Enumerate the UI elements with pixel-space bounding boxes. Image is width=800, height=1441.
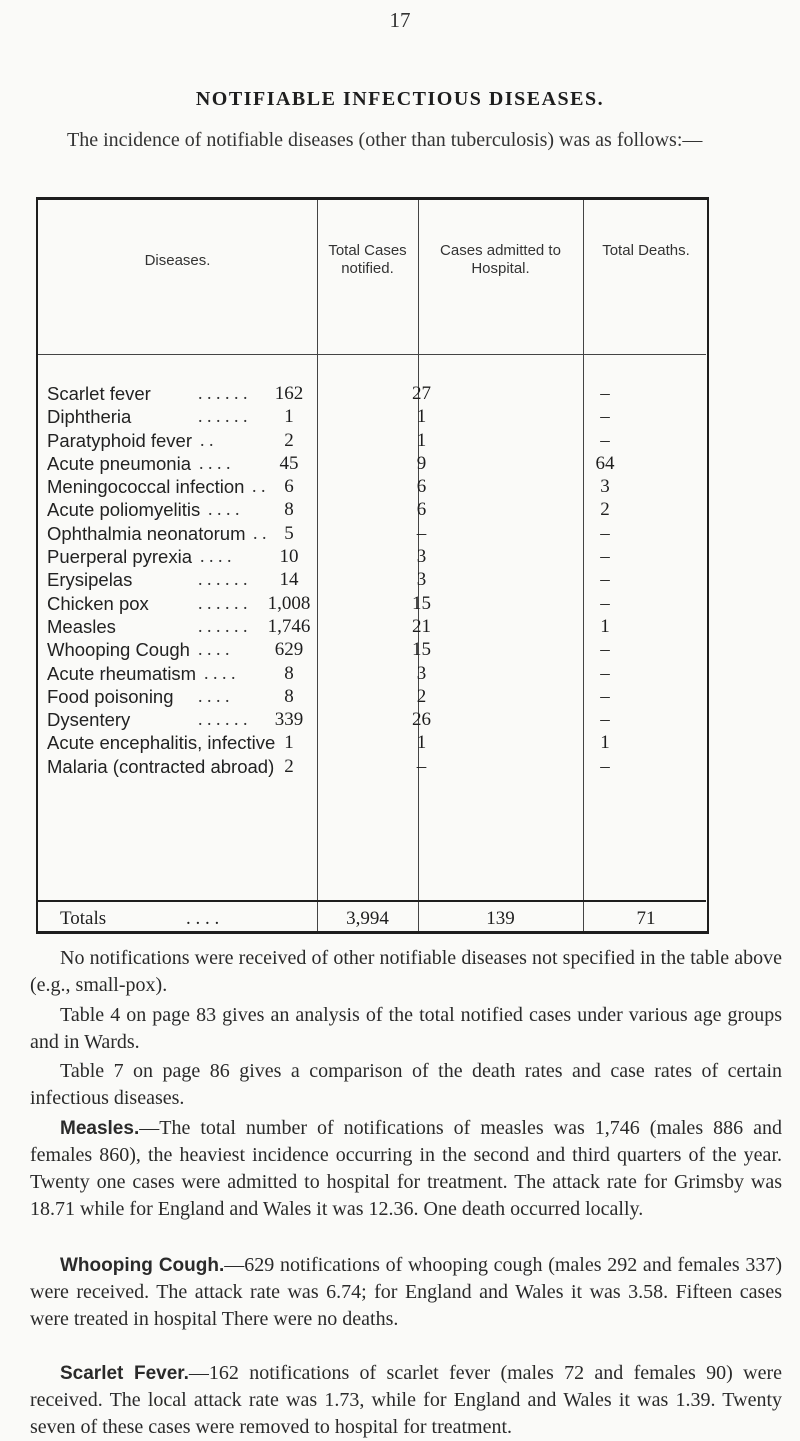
cell-total-notified: 14 [279, 569, 299, 591]
leader-dots: . . [200, 429, 214, 450]
cell-admitted-hospital: 3 [416, 546, 427, 568]
leader-dots: . . . . [204, 662, 236, 683]
table-row [38, 405, 707, 428]
totals-deaths: 71 [636, 908, 656, 929]
paragraph-other-notifications: No notifications were received of other notifiable diseases not specified in the table above (e.g., small-pox). [30, 947, 782, 996]
cell-admitted-hospital: – [416, 755, 427, 777]
totals-admitted: 139 [486, 908, 515, 929]
disease-name: Whooping Cough [47, 639, 190, 661]
paragraph-whooping-cough [30, 1252, 782, 1333]
table-row [38, 568, 707, 591]
leader-dots: . . . . . . [198, 592, 248, 613]
cell-total-notified: 45 [279, 452, 299, 474]
cell-total-notified: 1,746 [267, 615, 311, 637]
cell-total-notified: 8 [284, 685, 294, 707]
totals-leader-dots: . . . . [186, 908, 220, 929]
cell-total-deaths: 1 [600, 615, 610, 637]
page-title: NOTIFIABLE INFECTIOUS DISEASES. [195, 88, 605, 110]
cell-admitted-hospital: 1 [416, 732, 427, 754]
cell-total-deaths: – [600, 592, 610, 614]
header-total-notified: Total Cases notified. [328, 242, 407, 277]
header-total-deaths: Total Deaths. [602, 242, 690, 259]
disease-name: Puerperal pyrexia [47, 546, 192, 568]
table-row [38, 685, 707, 708]
cell-total-deaths: – [600, 383, 610, 404]
disease-name: Erysipelas [47, 569, 133, 591]
table-row [38, 638, 707, 661]
cell-total-notified: 1 [284, 732, 294, 754]
cell-total-deaths: – [600, 546, 610, 568]
cell-total-deaths: – [600, 429, 610, 451]
table-row [38, 429, 707, 452]
cell-admitted-hospital: – [416, 522, 427, 544]
cell-admitted-hospital: 2 [416, 685, 427, 707]
cell-total-notified: 1,008 [267, 592, 311, 614]
cell-total-deaths: – [600, 709, 610, 731]
disease-name: Acute poliomyelitis [47, 499, 201, 521]
disease-name: Diphtheria [47, 406, 132, 428]
cell-total-notified: 5 [284, 522, 294, 544]
diseases-table [36, 197, 709, 934]
totals-label: Totals [60, 908, 107, 929]
totals-divider [38, 900, 706, 902]
cell-total-notified: 6 [284, 476, 294, 498]
intro-paragraph: The incidence of notifiable diseases (other than tuberculosis) was as follows:— [67, 129, 703, 151]
leader-dots: . . . . . . [198, 569, 248, 590]
cell-total-deaths: – [600, 639, 610, 661]
table-row [38, 731, 707, 754]
cell-admitted-hospital: 6 [416, 499, 427, 521]
disease-name: Meningococcal infection [47, 476, 245, 498]
header-divider [38, 354, 706, 355]
disease-name: Malaria (contracted abroad) [47, 755, 275, 777]
cell-total-deaths: – [600, 662, 610, 684]
table-row [38, 382, 707, 405]
disease-name: Measles [47, 615, 116, 637]
measles-heading: Measles. [60, 1118, 140, 1139]
leader-dots: . . [252, 476, 266, 497]
disease-name: Ophthalmia neonatorum [47, 522, 246, 544]
leader-dots: . . . . [198, 685, 230, 706]
whooping-cough-text: —629 notifications of whooping cough (males 292 and females 337) were received. The attack rate was 6.74; for England and Wales it was 3.58. Fifteen cases were treated in hospital There were no deaths. [30, 1254, 782, 1330]
header-diseases: Diseases. [144, 252, 211, 269]
table-row [38, 708, 707, 731]
cell-total-notified: 8 [284, 662, 294, 684]
cell-total-deaths: – [600, 755, 610, 777]
disease-name: Paratyphoid fever [47, 429, 193, 451]
header-admitted-hospital: Cases admitted to Hospital. [440, 242, 561, 277]
disease-name: Acute encephalitis, infective [47, 732, 276, 754]
page-number: 17 [389, 8, 411, 32]
cell-admitted-hospital: 6 [416, 476, 427, 498]
cell-total-notified: 8 [284, 499, 294, 521]
cell-total-notified: 629 [274, 639, 304, 661]
cell-admitted-hospital: 26 [412, 709, 431, 731]
scarlet-fever-heading: Scarlet Fever. [60, 1363, 189, 1384]
cell-total-deaths: – [600, 522, 610, 544]
table-row [38, 755, 707, 778]
cell-total-notified: 2 [284, 429, 294, 451]
cell-total-notified: 2 [284, 755, 294, 777]
disease-name: Chicken pox [47, 592, 149, 614]
cell-total-notified: 10 [279, 546, 299, 568]
cell-total-notified: 339 [274, 709, 304, 731]
scarlet-fever-text: —162 notifications of scarlet fever (males 72 and females 90) were received. The local attack rate was 1.73, while for England and Wales it was 1.39. Twenty seven of these cases were removed to hospital for treatment. [30, 1362, 782, 1438]
table-row [38, 592, 707, 615]
leader-dots: . . [253, 522, 267, 543]
paragraph-measles [30, 1115, 782, 1223]
disease-name: Scarlet fever [47, 383, 151, 404]
leader-dots: . . . . [208, 499, 240, 520]
table-row [38, 615, 707, 638]
cell-total-deaths: 64 [595, 452, 615, 474]
paragraph-table-7: Table 7 on page 86 gives a comparison of the death rates and case rates of certain infectious diseases. [30, 1060, 782, 1109]
leader-dots: . . . . [200, 546, 232, 567]
leader-dots: . . . . . . [198, 406, 248, 427]
totals-notified: 3,994 [346, 908, 389, 929]
table-row [38, 498, 707, 521]
cell-total-deaths: 2 [600, 499, 610, 521]
paragraph-scarlet-fever [30, 1360, 782, 1441]
leader-dots: . . . . . . [198, 383, 248, 403]
table-row [38, 662, 707, 685]
cell-admitted-hospital: 9 [416, 452, 427, 474]
cell-total-deaths: 1 [600, 732, 610, 754]
totals-row [38, 904, 707, 934]
cell-total-deaths: – [600, 406, 610, 428]
disease-name: Dysentery [47, 709, 131, 731]
cell-admitted-hospital: 15 [412, 639, 431, 661]
cell-total-deaths: – [600, 569, 610, 591]
measles-text: —The total number of notifications of measles was 1,746 (males 886 and females 860), the heaviest incidence occurring in the second and third quarters of the year. Twenty one cases were admitted to hospital for treatment. The attack rate for Grimsby was 18.71 while for England and Wales it was 12.36. One death occurred locally. [30, 1117, 782, 1220]
table-body [38, 382, 707, 778]
cell-total-deaths: 3 [600, 476, 610, 498]
leader-dots: . . . . [198, 639, 230, 660]
cell-admitted-hospital: 3 [416, 662, 427, 684]
cell-admitted-hospital: 1 [416, 406, 427, 428]
cell-total-notified: 1 [284, 406, 294, 428]
cell-total-notified: 162 [274, 383, 304, 404]
paragraph-table-4: Table 4 on page 83 gives an analysis of the total notified cases under various age groups and in Wards. [30, 1004, 782, 1053]
cell-admitted-hospital: 15 [412, 592, 431, 614]
cell-admitted-hospital: 1 [416, 429, 427, 451]
cell-admitted-hospital: 27 [412, 383, 431, 404]
table-row [38, 522, 707, 545]
cell-admitted-hospital: 3 [416, 569, 427, 591]
table-row [38, 475, 707, 498]
table-row [38, 545, 707, 568]
disease-name: Acute pneumonia [47, 452, 191, 474]
leader-dots: . . . . . . [198, 709, 248, 730]
disease-name: Food poisoning [47, 685, 174, 707]
disease-name: Acute rheumatism [47, 662, 197, 684]
cell-total-deaths: – [600, 685, 610, 707]
table-row [38, 452, 707, 475]
leader-dots: . . . . . . [198, 615, 248, 636]
cell-admitted-hospital: 21 [412, 615, 431, 637]
whooping-cough-heading: Whooping Cough. [60, 1255, 225, 1276]
leader-dots: . . . . [199, 452, 231, 473]
